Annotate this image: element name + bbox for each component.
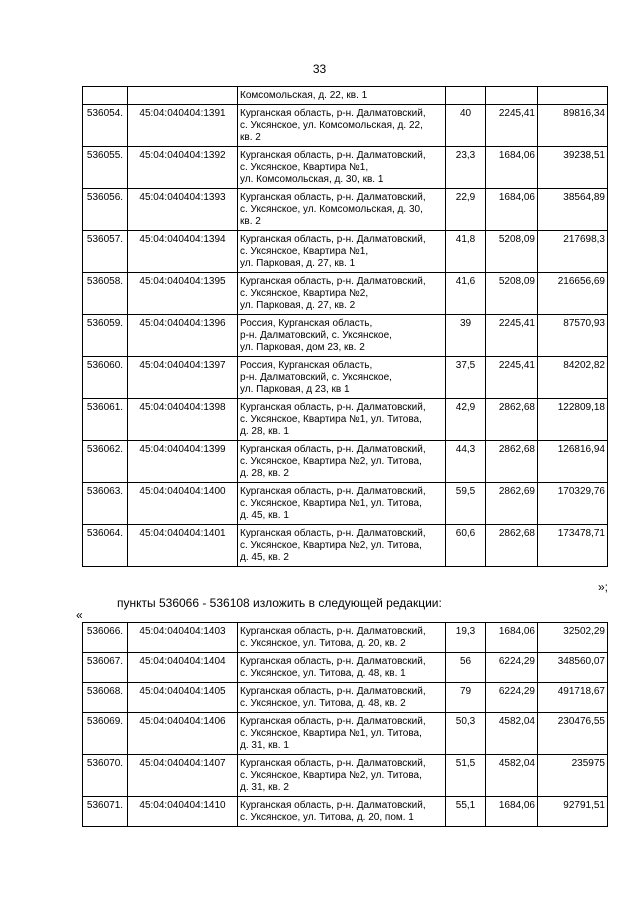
- cell-unit-value: 2862,68: [486, 441, 538, 483]
- cell-address: Курганская область, р-н. Далматовский, с. Уксянское, Квартира №2, ул. Титова, д. 28, кв. 2: [238, 441, 446, 483]
- cell-area: 39: [446, 315, 486, 357]
- cell-item-number: 536057.: [83, 231, 128, 273]
- cell-area: 42,9: [446, 399, 486, 441]
- table-row: [83, 525, 608, 567]
- cell-area: 51,5: [446, 755, 486, 797]
- cell-address: Курганская область, р-н. Далматовский, с. Уксянское, ул. Титова, д. 20, кв. 2: [238, 623, 446, 653]
- table-row: [83, 315, 608, 357]
- register-table-body: [83, 87, 608, 567]
- cell-address: Курганская область, р-н. Далматовский, с. Уксянское, Квартира №1, ул. Парковая, д. 27, кв. 1: [238, 231, 446, 273]
- cell-address: Курганская область, р-н. Далматовский, с. Уксянское, Квартира №2, ул. Титова, д. 31, кв. 2: [238, 755, 446, 797]
- closing-quote-mark: »;: [597, 580, 608, 594]
- cell-address: Курганская область, р-н. Далматовский, с. Уксянское, Квартира №2, ул. Парковая, д. 27, кв. 2: [238, 273, 446, 315]
- table-row: [83, 623, 608, 653]
- table-row: [83, 87, 608, 105]
- table-row: [83, 755, 608, 797]
- cell-address: Курганская область, р-н. Далматовский, с. Уксянское, ул. Титова, д. 20, пом. 1: [238, 797, 446, 827]
- cell-address: Россия, Курганская область, р-н. Далматовский, с. Уксянское, ул. Парковая, дом 23, кв. 2: [238, 315, 446, 357]
- cell-unit-value: 1684,06: [486, 797, 538, 827]
- page-number: 33: [312, 62, 327, 76]
- cell-area: 40: [446, 105, 486, 147]
- cell-area: 60,6: [446, 525, 486, 567]
- cell-unit-value: 5208,09: [486, 273, 538, 315]
- cell-item-number: 536068.: [83, 683, 128, 713]
- cell-total-value: 84202,82: [538, 357, 608, 399]
- cell-item-number: 536064.: [83, 525, 128, 567]
- cell-cadastral-number: 45:04:040404:1397: [128, 357, 238, 399]
- table-row: [83, 653, 608, 683]
- table-row: [83, 273, 608, 315]
- cell-total-value: [538, 87, 608, 105]
- cell-item-number: 536071.: [83, 797, 128, 827]
- amendment-instruction: пункты 536066 - 536108 изложить в следующей редакции:: [117, 596, 442, 610]
- table-row: [83, 231, 608, 273]
- cell-item-number: 536054.: [83, 105, 128, 147]
- table-row: [83, 441, 608, 483]
- cell-total-value: 217698,3: [538, 231, 608, 273]
- cell-item-number: 536062.: [83, 441, 128, 483]
- cell-area: 44,3: [446, 441, 486, 483]
- cell-area: 56: [446, 653, 486, 683]
- cell-unit-value: 1684,06: [486, 189, 538, 231]
- cell-cadastral-number: 45:04:040404:1391: [128, 105, 238, 147]
- cell-item-number: 536069.: [83, 713, 128, 755]
- table-row: [83, 147, 608, 189]
- cell-item-number: 536063.: [83, 483, 128, 525]
- cell-total-value: 126816,94: [538, 441, 608, 483]
- cell-area: 41,8: [446, 231, 486, 273]
- cell-item-number: 536067.: [83, 653, 128, 683]
- cell-cadastral-number: 45:04:040404:1406: [128, 713, 238, 755]
- cell-item-number: [83, 87, 128, 105]
- cell-cadastral-number: 45:04:040404:1396: [128, 315, 238, 357]
- cell-total-value: 216656,69: [538, 273, 608, 315]
- cell-cadastral-number: [128, 87, 238, 105]
- opening-quote-mark: «: [76, 608, 83, 622]
- cell-address: Комсомольская, д. 22, кв. 1: [238, 87, 446, 105]
- cell-cadastral-number: 45:04:040404:1407: [128, 755, 238, 797]
- cell-address: Курганская область, р-н. Далматовский, с. Уксянское, Квартира №1, ул. Титова, д. 28, кв. 1: [238, 399, 446, 441]
- cell-total-value: 122809,18: [538, 399, 608, 441]
- cell-unit-value: [486, 87, 538, 105]
- cell-area: 55,1: [446, 797, 486, 827]
- cell-address: Курганская область, р-н. Далматовский, с. Уксянское, ул. Комсомольская, д. 22, кв. 2: [238, 105, 446, 147]
- table-row: [83, 357, 608, 399]
- cell-unit-value: 2862,68: [486, 525, 538, 567]
- cell-item-number: 536056.: [83, 189, 128, 231]
- register-table-body: [83, 623, 608, 827]
- cell-total-value: 491718,67: [538, 683, 608, 713]
- cell-cadastral-number: 45:04:040404:1403: [128, 623, 238, 653]
- cell-total-value: 348560,07: [538, 653, 608, 683]
- register-table-continued: [82, 86, 608, 567]
- cell-area: 19,3: [446, 623, 486, 653]
- table-row: [83, 683, 608, 713]
- cell-total-value: 32502,29: [538, 623, 608, 653]
- cell-address: Курганская область, р-н. Далматовский, с. Уксянское, Квартира №1, ул. Титова, д. 45, кв. 1: [238, 483, 446, 525]
- cell-address: Курганская область, р-н. Далматовский, с. Уксянское, Квартира №1, ул. Комсомольская, д. 30, кв. 1: [238, 147, 446, 189]
- cell-total-value: 87570,93: [538, 315, 608, 357]
- table-row: [83, 483, 608, 525]
- cell-area: [446, 87, 486, 105]
- cell-cadastral-number: 45:04:040404:1410: [128, 797, 238, 827]
- cell-area: 79: [446, 683, 486, 713]
- table-row: [83, 399, 608, 441]
- cell-unit-value: 2862,68: [486, 399, 538, 441]
- cell-address: Курганская область, р-н. Далматовский, с. Уксянское, ул. Комсомольская, д. 30, кв. 2: [238, 189, 446, 231]
- cell-cadastral-number: 45:04:040404:1400: [128, 483, 238, 525]
- cell-address: Курганская область, р-н. Далматовский, с. Уксянское, Квартира №1, ул. Титова, д. 31, кв. 1: [238, 713, 446, 755]
- cell-address: Курганская область, р-н. Далматовский, с. Уксянское, ул. Титова, д. 48, кв. 2: [238, 683, 446, 713]
- cell-address: Россия, Курганская область, р-н. Далматовский, с. Уксянское, ул. Парковая, д 23, кв 1: [238, 357, 446, 399]
- cell-unit-value: 1684,06: [486, 147, 538, 189]
- cell-cadastral-number: 45:04:040404:1399: [128, 441, 238, 483]
- cell-area: 37,5: [446, 357, 486, 399]
- cell-address: Курганская область, р-н. Далматовский, с. Уксянское, ул. Титова, д. 48, кв. 1: [238, 653, 446, 683]
- cell-cadastral-number: 45:04:040404:1394: [128, 231, 238, 273]
- table-row: [83, 189, 608, 231]
- cell-address: Курганская область, р-н. Далматовский, с. Уксянское, Квартира №2, ул. Титова, д. 45, кв. 2: [238, 525, 446, 567]
- cell-unit-value: 2245,41: [486, 357, 538, 399]
- cell-total-value: 38564,89: [538, 189, 608, 231]
- cell-unit-value: 6224,29: [486, 683, 538, 713]
- cell-unit-value: 1684,06: [486, 623, 538, 653]
- cell-item-number: 536060.: [83, 357, 128, 399]
- cell-total-value: 89816,34: [538, 105, 608, 147]
- cell-unit-value: 2862,69: [486, 483, 538, 525]
- cell-total-value: 173478,71: [538, 525, 608, 567]
- cell-cadastral-number: 45:04:040404:1395: [128, 273, 238, 315]
- cell-cadastral-number: 45:04:040404:1401: [128, 525, 238, 567]
- cell-item-number: 536070.: [83, 755, 128, 797]
- cell-area: 50,3: [446, 713, 486, 755]
- cell-total-value: 92791,51: [538, 797, 608, 827]
- cell-cadastral-number: 45:04:040404:1393: [128, 189, 238, 231]
- cell-item-number: 536058.: [83, 273, 128, 315]
- cell-unit-value: 5208,09: [486, 231, 538, 273]
- table-row: [83, 797, 608, 827]
- cell-cadastral-number: 45:04:040404:1398: [128, 399, 238, 441]
- table-row: [83, 713, 608, 755]
- cell-total-value: 235975: [538, 755, 608, 797]
- cell-item-number: 536055.: [83, 147, 128, 189]
- cell-item-number: 536066.: [83, 623, 128, 653]
- cell-cadastral-number: 45:04:040404:1404: [128, 653, 238, 683]
- cell-unit-value: 4582,04: [486, 713, 538, 755]
- cell-item-number: 536059.: [83, 315, 128, 357]
- cell-unit-value: 2245,41: [486, 315, 538, 357]
- register-table-new-edition: [82, 622, 608, 827]
- cell-area: 59,5: [446, 483, 486, 525]
- cell-cadastral-number: 45:04:040404:1405: [128, 683, 238, 713]
- cell-area: 23,3: [446, 147, 486, 189]
- cell-unit-value: 4582,04: [486, 755, 538, 797]
- cell-unit-value: 2245,41: [486, 105, 538, 147]
- cell-unit-value: 6224,29: [486, 653, 538, 683]
- cell-area: 41,6: [446, 273, 486, 315]
- cell-total-value: 170329,76: [538, 483, 608, 525]
- cell-total-value: 39238,51: [538, 147, 608, 189]
- cell-area: 22,9: [446, 189, 486, 231]
- cell-total-value: 230476,55: [538, 713, 608, 755]
- cell-item-number: 536061.: [83, 399, 128, 441]
- cell-cadastral-number: 45:04:040404:1392: [128, 147, 238, 189]
- table-row: [83, 105, 608, 147]
